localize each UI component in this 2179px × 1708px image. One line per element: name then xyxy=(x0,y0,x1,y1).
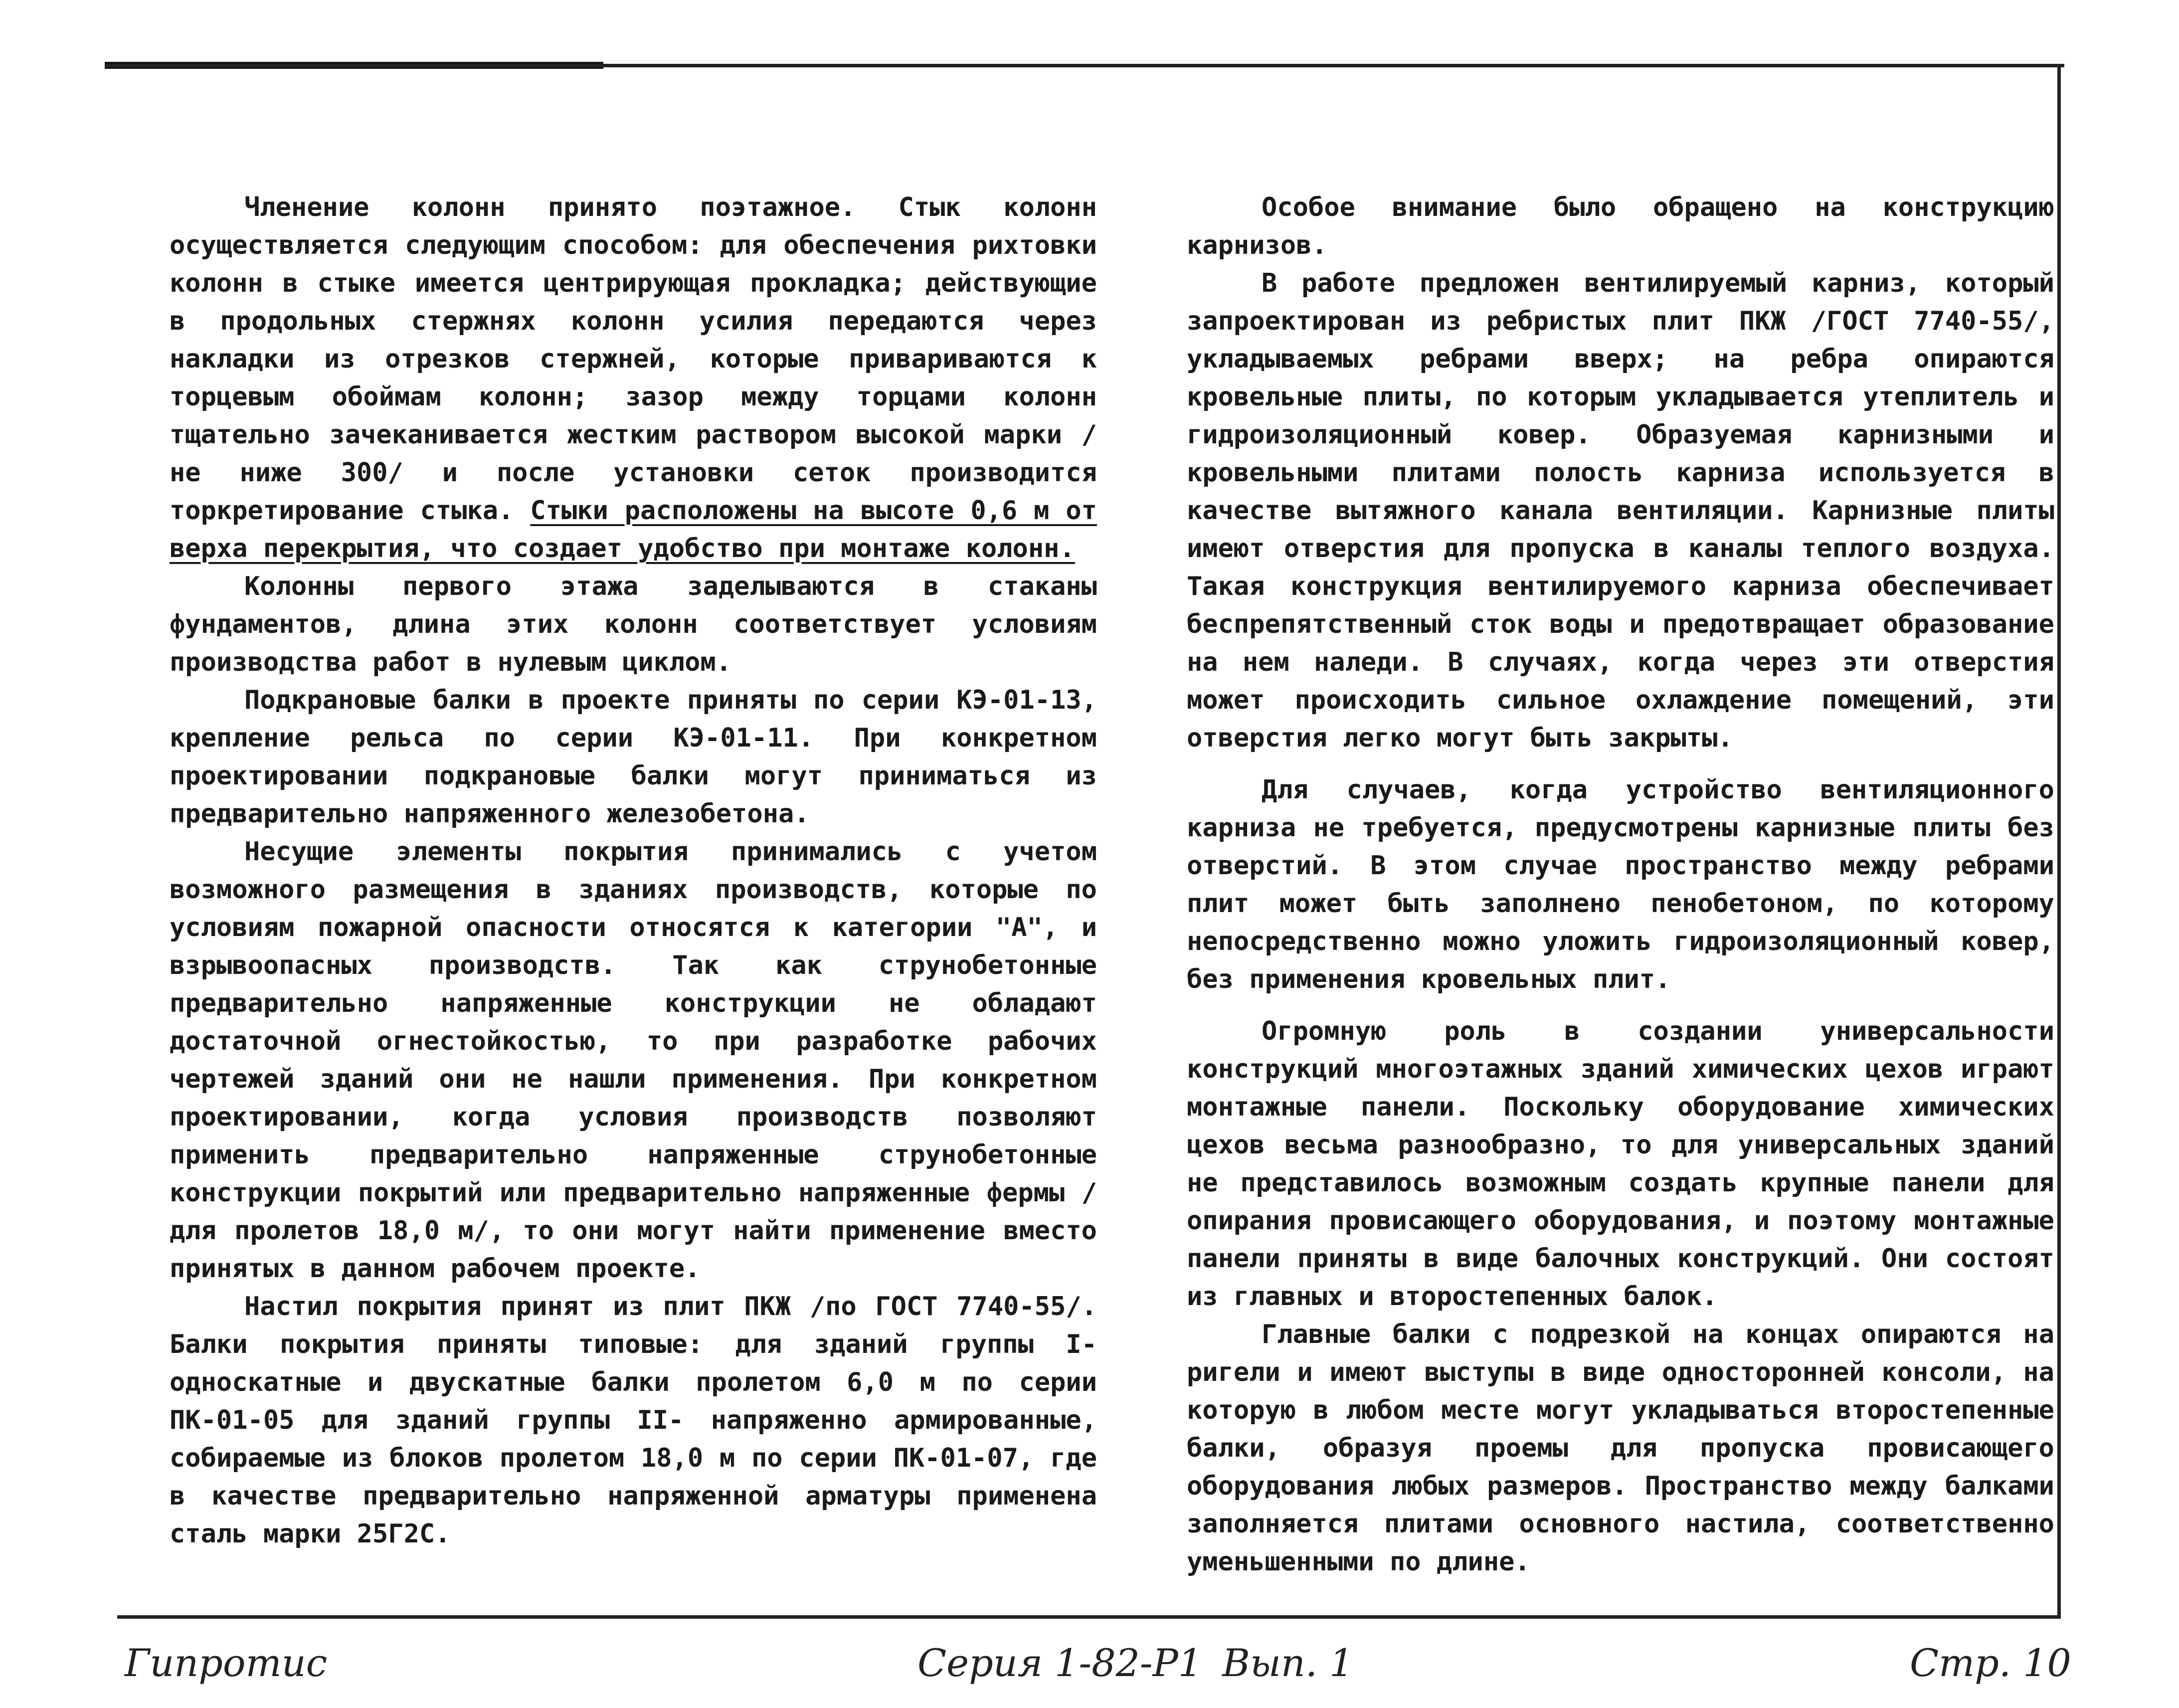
paragraph-roof-deck: Настил покрытия принят из плит ПКЖ /по ГОСТ 7740-55/. Балки покрытия приняты типовые: для зданий группы I- односкатные и двускатные балки пролетом 6,0 м по серии ПК-01-05 для зданий группы II- напряженно армированные, собираемые из блоков пролетом 18,0 м по серии ПК-01-07, где в качестве предварительно напряженной арматуры применена сталь марки 25Г2С. xyxy=(170,1292,1097,1549)
paragraph-mounting-panels: Огромную роль в создании универсальности конструкций многоэтажных зданий химических цехов играют монтажные панели. Поскольку оборудование химических цехов весьма разнообразно, то для универсальных зданий не представилось возможным создать крупные панели для опирания провисающего оборудования, и поэтому монтажные панели приняты в виде балочных конструкций. Они состоят из главных и второстепенных балок. xyxy=(1187,1016,2054,1312)
left-text-column xyxy=(170,189,1097,1553)
paragraph-column-joints xyxy=(170,189,1097,568)
footer-page-number: Стр. 10 xyxy=(1910,1641,2071,1685)
footer-series xyxy=(917,1641,1374,1685)
paragraph-main-beams: Главные балки с подрезкой на концах опираются на ригели и имеют выступы в виде односторонней консоли, на которую в любом месте могут укладываться второстепенные балки, образуя проемы для пропуска провисающего оборудования любых размеров. Пространство между балками заполняется плитами основного настила, соответственно уменьшенными по длине. xyxy=(1187,1320,2054,1577)
paragraph-crane-beams: Подкрановые балки в проекте приняты по серии КЭ-01-13, крепление рельса по серии КЭ-01-11. При конкретном проектировании подкрановые балки могут приниматься из предварительно напряженного железобетона. xyxy=(170,685,1097,829)
top-frame-line xyxy=(105,64,2064,67)
paragraph-roof-bearing-elements: Несущие элементы покрытия принимались с учетом возможного размещения в зданиях производств, которые по условиям пожарной опасности относятся к категории "А", и взрывоопасных производств. Так как струнобетонные предварительно напряженные конструкции не обладают достаточной огнестойкостью, то при разработке рабочих чертежей зданий они не нашли применения. При конкретном проектировании, когда условия производств позволяют применить предварительно напряженные струнобетонные конструкции покрытий или предварительно напряженные фермы /для пролетов 18,0 м/, то они могут найти применение вместо принятых в данном рабочем проекте. xyxy=(170,837,1097,1284)
series-label: Серия 1-82-Р1 xyxy=(917,1641,1203,1685)
paragraph-ventilated-cornice: В работе предложен вентилируемый карниз, который запроектирован из ребристых плит ПКЖ /ГОСТ 7740-55/, укладываемых ребрами вверх; на ребра опираются кровельные плиты, по которым укладывается утеплитель и гидроизоляционный ковер. Образуемая карнизными и кровельными плитами полость карниза используется в качестве вытяжного канала вентиляции. Карнизные плиты имеют отверстия для пропуска в каналы теплого воздуха. Такая конструкция вентилируемого карниза обеспечивает беспрепятственный сток воды и предотвращает образование на нем наледи. В случаях, когда через эти отверстия может происходить сильное охлаждение помещений, эти отверстия легко могут быть закрыты. xyxy=(1187,268,2054,753)
paragraph-text: Членение колонн принято поэтажное. Стык колонн осуществляется следующим способом: для обеспечения рихтовки колонн в стыке имеется центрирующая прокладка; действующие в продольных стержнях колонн усилия передаются через накладки из отрезков стержней, которые привариваются к торцевым обоймам колонн; зазор между торцами колонн тщательно зачеканивается жестким раствором высокой марки /не ниже 300/ и после установки сеток производится торкретирование стыка. xyxy=(170,192,1097,526)
paragraph-cornice-intro: Особое внимание было обращено на конструкцию карнизов. xyxy=(1187,192,2054,260)
footer-organization: Гипротис xyxy=(125,1641,328,1685)
right-text-column xyxy=(1187,189,2054,1581)
underlined-text: Стыки расположены на высоте 0,6 м от верха перекрытия, что создает удобство при монтаже колонн. xyxy=(170,496,1097,564)
issue-label: Вып. 1 xyxy=(1222,1641,1354,1685)
paragraph-cornice-without-holes: Для случаев, когда устройство вентиляционного карниза не требуется, предусмотрены карнизные плиты без отверстий. В этом случае пространство между ребрами плит может быть заполнено пенобетоном, по которому непосредственно можно уложить гидроизоляционный ковер, без применения кровельных плит. xyxy=(1187,775,2054,994)
bottom-frame-line xyxy=(117,1615,2061,1619)
paragraph-first-floor-columns: Колонны первого этажа заделываются в стаканы фундаментов, длина этих колонн соответствует условиям производства работ в нулевым циклом. xyxy=(170,571,1097,677)
right-frame-line xyxy=(2057,64,2061,1619)
